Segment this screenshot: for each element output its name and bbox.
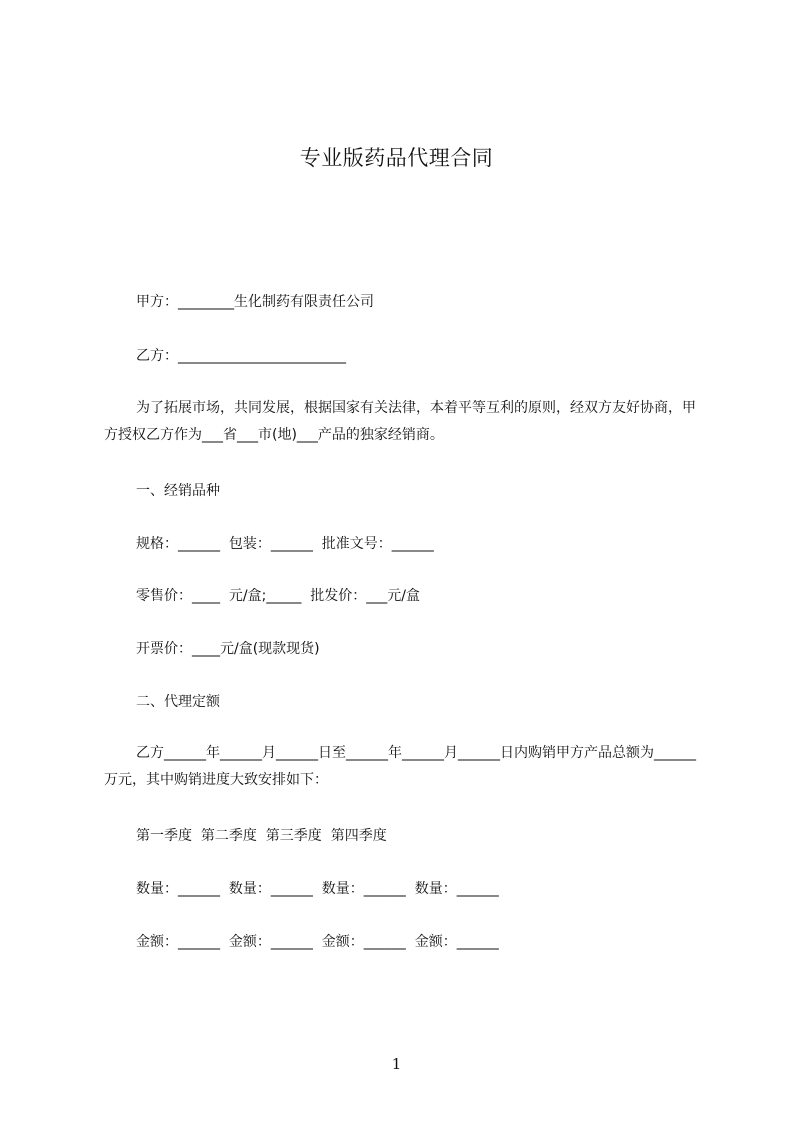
document-title: 专业版药品代理合同	[299, 146, 494, 170]
quarters-line: 第一季度 第二季度 第三季度 第四季度	[136, 828, 387, 844]
party-a-line: 甲方：________生化制药有限责任公司	[136, 294, 374, 310]
party-b-line: 乙方：________________________	[136, 348, 346, 364]
quantity-line: 数量：______ 数量：______ 数量：______ 数量：______	[136, 881, 499, 897]
section-heading-products: 一、经销品种	[136, 483, 220, 499]
page-number: 1	[391, 1055, 402, 1073]
invoice-price-line: 开票价：____元/盒(现款现货)	[136, 641, 320, 657]
amount-line: 金额：______ 金额：______ 金额：______ 金额：______	[136, 934, 499, 950]
quota-paragraph: 乙方______年______月______日至______年______月______日内购销甲方产品总额为______万元，其中购销进度大致安排如下：	[104, 745, 696, 788]
section-heading-quota: 二、代理定额	[136, 694, 220, 710]
spec-line: 规格：______ 包装：______ 批准文号：______	[136, 536, 434, 552]
price-line: 零售价：____ 元/盒;_____ 批发价：___元/盒	[136, 588, 420, 604]
intro-paragraph: 为了拓展市场，共同发展，根据国家有关法律，本着平等互利的原则，经双方友好协商，甲方授权乙方作为___省___市(地)___产品的独家经销商。	[104, 400, 696, 443]
